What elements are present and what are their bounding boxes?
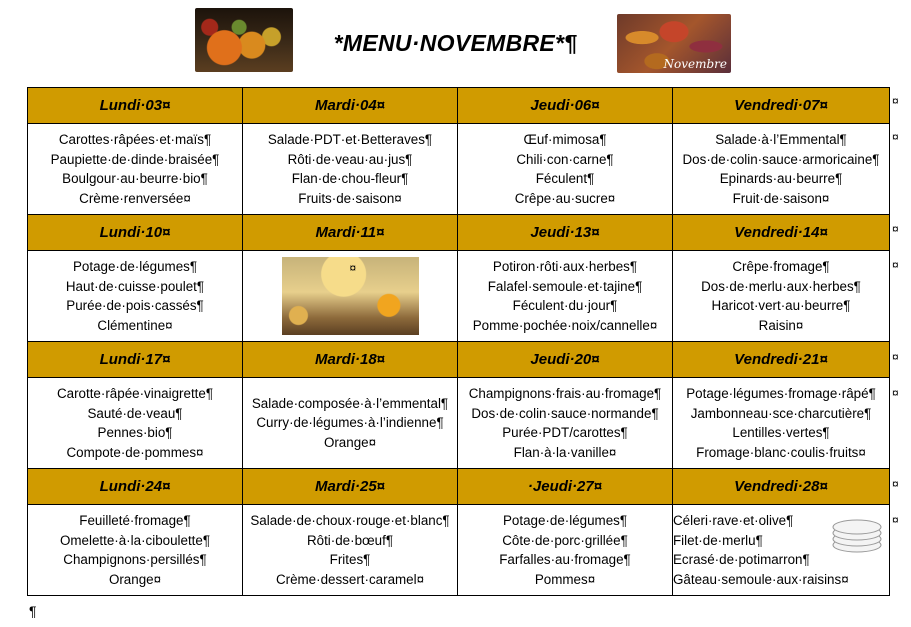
menu-cell — [458, 505, 673, 596]
menu-item: Raisin¤ — [758, 317, 804, 333]
row-end-mark: ¤ — [892, 258, 899, 272]
day-header-row — [28, 469, 890, 505]
menu-item: Gâteau·semoule·aux·raisins¤ — [673, 571, 849, 587]
row-end-mark: ¤ — [892, 222, 899, 236]
cell-end-mark: ¤ — [349, 261, 357, 275]
menu-item: Potiron·rôti·aux·herbes¶ — [492, 259, 638, 274]
autumn-table-photo — [282, 257, 419, 335]
menu-items-row — [28, 124, 890, 215]
menu-item: Haut·de·cuisse·poulet¶ — [65, 278, 205, 294]
menu-item: Salade·composée·à·l’emmental¶ — [251, 395, 449, 411]
row-end-mark: ¤ — [892, 130, 899, 144]
menu-item: Fruits·de·saison¤ — [298, 190, 402, 206]
menu-item: Orange¤ — [323, 434, 377, 450]
menu-item: Orange¤ — [108, 571, 162, 587]
menu-item: Dos·de·colin·sauce·armoricaine¶ — [682, 151, 880, 167]
menu-cell — [458, 251, 673, 342]
menu-item: Salade·de·choux·rouge·et·blanc¶ — [250, 513, 450, 528]
menu-item: Potage·de·légumes¶ — [502, 513, 628, 528]
day-header: Lundi·10¤ — [28, 215, 243, 251]
menu-item: Carotte·râpée·vinaigrette¶ — [56, 386, 214, 401]
day-header: Jeudi·13¤ — [458, 215, 673, 251]
day-header: Vendredi·07¤ — [673, 88, 890, 124]
day-header: Vendredi·21¤ — [673, 342, 890, 378]
menu-item: Rôti·de·veau·au·jus¶ — [287, 151, 413, 167]
day-header: Mardi·11¤ — [243, 215, 458, 251]
menu-item: Flan·de·chou-fleur¶ — [291, 171, 409, 186]
menu-cell — [673, 505, 890, 596]
menu-item: Lentilles·vertes¶ — [732, 425, 830, 440]
menu-cell — [673, 124, 890, 215]
menu-item: Jambonneau·sce·charcutière¶ — [690, 405, 872, 421]
menu-item: Chili·con·carne¶ — [516, 151, 614, 167]
autumn-leaves-image — [617, 14, 731, 73]
menu-item: Dos·de·merlu·aux·herbes¶ — [701, 278, 861, 294]
menu-item: Pomme·pochée·noix/cannelle¤ — [472, 317, 658, 333]
day-header: Mardi·04¤ — [243, 88, 458, 124]
menu-item: Haricot·vert·au·beurre¶ — [711, 298, 851, 313]
menu-item: Filet·de·merlu¶ — [673, 532, 763, 548]
menu-cell — [673, 251, 890, 342]
day-header: Lundi·24¤ — [28, 469, 243, 505]
menu-cell — [243, 378, 458, 469]
menu-item: Flan·à·la·vanille¤ — [513, 444, 617, 460]
menu-item: Céleri·rave·et·olive¶ — [673, 513, 794, 528]
menu-item: Ecrasé·de·potimarron¶ — [673, 552, 810, 567]
menu-item: Rôti·de·bœuf¶ — [306, 532, 394, 548]
menu-item: Curry·de·légumes·à·l’indienne¶ — [256, 415, 444, 431]
menu-cell — [28, 251, 243, 342]
menu-item: Féculent¶ — [535, 171, 595, 186]
menu-item: Pennes·bio¶ — [97, 425, 173, 440]
menu-cell — [243, 251, 458, 342]
menu-item: Purée·PDT/carottes¶ — [502, 425, 628, 440]
menu-item: Sauté·de·veau¶ — [87, 405, 183, 421]
row-end-mark: ¤ — [892, 350, 899, 364]
end-paragraph-mark: ¶ — [29, 603, 37, 619]
menu-item: Feuilleté·fromage¶ — [79, 513, 191, 528]
row-end-mark: ¤ — [892, 386, 899, 400]
menu-item: Pommes¤ — [534, 571, 596, 587]
page-title: *MENU·NOVEMBRE*¶ — [333, 30, 578, 56]
menu-items-row — [28, 505, 890, 596]
menu-items-row — [28, 378, 890, 469]
menu-item: Purée·de·pois·cassés¶ — [66, 298, 204, 313]
day-header: Lundi·03¤ — [28, 88, 243, 124]
menu-item: Crêpe·au·sucre¤ — [514, 190, 616, 206]
menu-item: Champignons·persillés¶ — [63, 552, 207, 567]
menu-item: Potage·légumes·fromage·râpé¶ — [686, 386, 876, 401]
menu-items-row — [28, 251, 890, 342]
menu-cell — [28, 378, 243, 469]
menu-item: Falafel·semoule·et·tajine¶ — [487, 278, 643, 294]
day-header: Jeudi·20¤ — [458, 342, 673, 378]
menu-item: Œuf·mimosa¶ — [523, 132, 607, 147]
menu-item: Salade·PDT·et·Betteraves¶ — [267, 132, 433, 147]
menu-item: Potage·de·légumes¶ — [72, 259, 198, 274]
row-end-mark: ¤ — [892, 94, 899, 108]
menu-item: Dos·de·colin·sauce·normande¶ — [471, 405, 659, 421]
menu-item: Crème·renversée¤ — [79, 190, 191, 206]
menu-cell — [458, 124, 673, 215]
menu-item: Epinards·au·beurre¶ — [719, 171, 843, 186]
day-header: ·Jeudi·27¤ — [458, 469, 673, 505]
menu-item: Fruit·de·saison¤ — [732, 190, 830, 206]
day-header-row — [28, 88, 890, 124]
menu-item: Frites¶ — [329, 552, 371, 567]
day-header-row — [28, 342, 890, 378]
row-end-mark: ¤ — [892, 513, 899, 527]
menu-item: Carottes·râpées·et·maïs¶ — [58, 132, 212, 147]
day-header: Lundi·17¤ — [28, 342, 243, 378]
menu-cell — [458, 378, 673, 469]
menu-item: Fromage·blanc·coulis·fruits¤ — [696, 444, 866, 460]
image-caption: Novembre — [663, 57, 727, 71]
menu-item: Farfalles·au·fromage¶ — [499, 552, 631, 567]
menu-item: Crème·dessert·caramel¤ — [275, 571, 425, 587]
menu-item: Clémentine¤ — [97, 317, 173, 333]
day-header: Vendredi·28¤ — [673, 469, 890, 505]
menu-item: Paupiette·de·dinde·braisée¶ — [50, 151, 220, 167]
menu-table — [27, 87, 890, 596]
menu-item: Boulgour·au·beurre·bio¶ — [62, 171, 208, 186]
menu-item: Féculent·du·jour¶ — [512, 298, 618, 313]
menu-item: Omelette·à·la·ciboulette¶ — [59, 532, 211, 548]
menu-cell — [243, 124, 458, 215]
plates-icon — [831, 515, 883, 553]
menu-item: Salade·à·l’Emmental¶ — [715, 132, 847, 147]
menu-cell — [28, 124, 243, 215]
day-header-row — [28, 215, 890, 251]
day-header: Mardi·18¤ — [243, 342, 458, 378]
row-end-mark: ¤ — [892, 477, 899, 491]
menu-item: Compote·de·pommes¤ — [66, 444, 204, 460]
menu-item: Champignons·frais·au·fromage¶ — [468, 386, 662, 401]
day-header: Jeudi·06¤ — [458, 88, 673, 124]
day-header: Mardi·25¤ — [243, 469, 458, 505]
menu-item: Crêpe·fromage¶ — [732, 259, 830, 274]
day-header: Vendredi·14¤ — [673, 215, 890, 251]
menu-item: Côte·de·porc·grillée¶ — [502, 532, 628, 548]
menu-cell — [28, 505, 243, 596]
menu-cell — [673, 378, 890, 469]
menu-cell — [243, 505, 458, 596]
